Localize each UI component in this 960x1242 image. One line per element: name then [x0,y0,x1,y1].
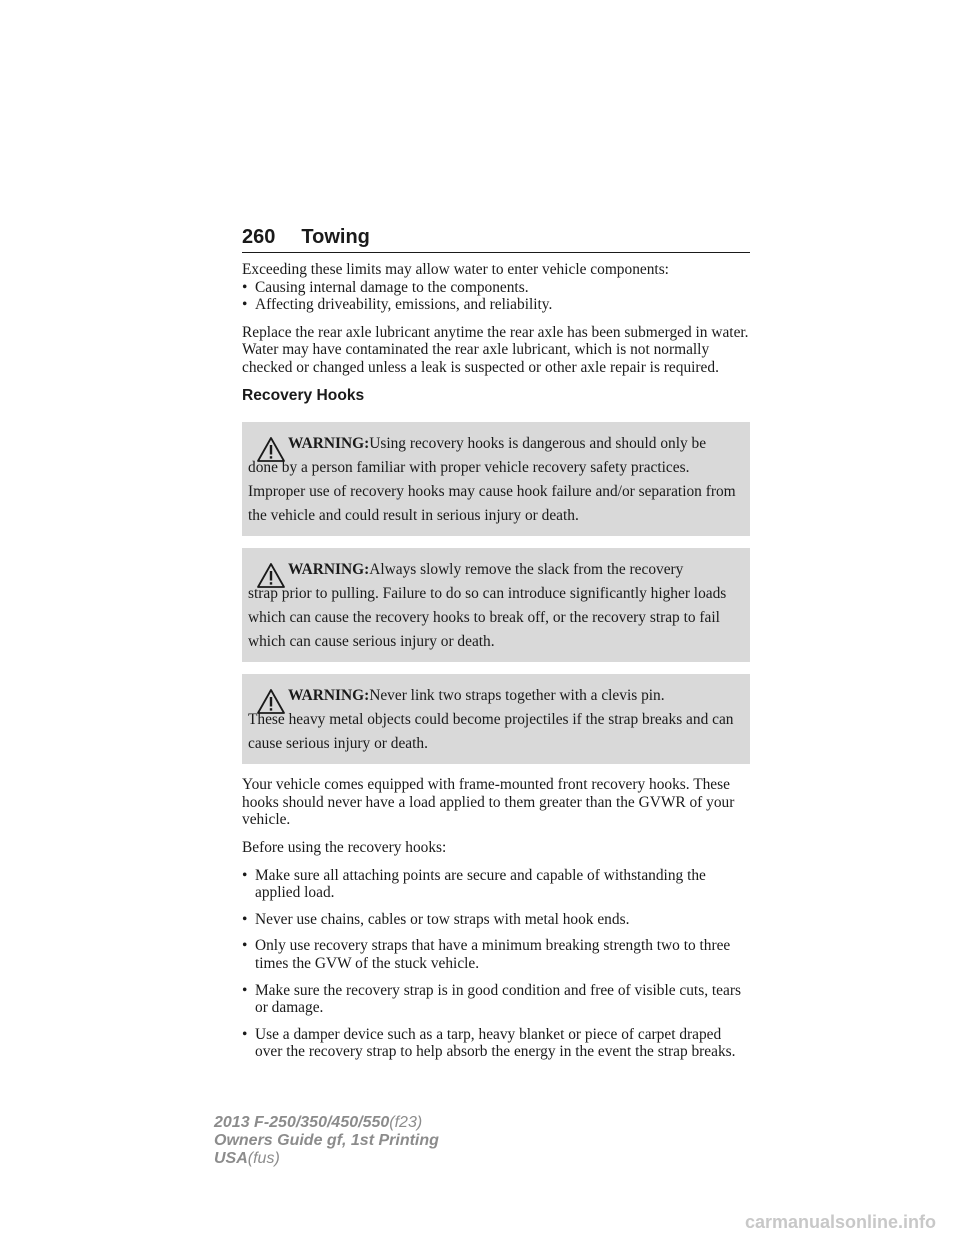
list-item [242,982,750,1017]
manual-page [242,226,750,1070]
hooks-paragraph: Your vehicle comes equipped with frame-mounted front recovery hooks. These hooks should never have a load applied to them greater than the GVWR of your vehicle. [242,776,735,829]
list-item [242,911,750,929]
warning-text-rest: These heavy metal objects could become projectiles if the strap breaks and can cause serious injury or death. [248,711,734,753]
bullet-mark: • [242,910,248,928]
section-heading: Recovery Hooks [242,386,365,404]
warning-triangle-icon [256,436,286,463]
bullet-mark: • [242,866,248,884]
page-number: 260 [242,226,276,248]
warning-box [242,548,750,662]
warning-box [242,422,750,536]
recovery-checklist [242,867,750,1061]
warning-label: WARNING: [288,687,370,705]
before-using-paragraph: Before using the recovery hooks: [242,838,447,856]
list-item-text: Only use recovery straps that have a minimum breaking strength two to three times the GVW of the stuck vehicle. [255,937,731,972]
site-watermark: carmanualsonline.info [744,1212,936,1232]
bullet-mark: • [242,981,248,999]
warning-label: WARNING: [288,561,370,579]
warning-body [248,708,742,756]
footer-market-line [214,1150,439,1168]
intro-paragraph [242,261,750,314]
bullet-mark: • [242,278,248,296]
intro-bullet-list [242,279,750,314]
warning-label: WARNING: [288,435,370,453]
footer-market-code: (fus) [247,1150,280,1167]
bullet-mark: • [242,937,248,955]
list-item-text: Use a damper device such as a tarp, heavy blanket or piece of carpet draped over the recovery strap to help absorb the energy in the event the strap breaks. [255,1025,736,1061]
list-item-text: Make sure all attaching points are secure and capable of withstanding the applied load. [255,866,706,902]
page-header [242,226,750,253]
list-item [242,296,750,314]
warning-text-rest: done by a person familiar with proper vehicle recovery safety practices. Improper use of recovery hooks may cause hook failure and/or separation from the vehicle and could result in serious injury or death. [248,459,736,525]
footer-model-line [214,1114,439,1132]
warning-box [242,674,750,764]
warning-text: Never link two straps together with a clevis pin. [369,687,665,705]
warning-first-line [288,432,742,456]
warning-first-line [288,558,742,582]
axle-paragraph: Replace the rear axle lubricant anytime the rear axle has been submerged in water. Water may have contaminated the rear axle lubricant, which is not normally checked or changed unless a leak is suspected or other axle repair is required. [242,323,749,376]
warning-text: Using recovery hooks is dangerous and should only be [369,435,707,453]
warning-first-line [288,684,742,708]
intro-lead: Exceeding these limits may allow water to enter vehicle components: [242,261,669,278]
warning-body [248,456,742,528]
warning-text: Always slowly remove the slack from the recovery [369,561,684,579]
footer-guide-line: Owners Guide gf, 1st Printing [214,1132,439,1149]
warning-triangle-icon [256,562,286,589]
footer-model: 2013 F-250/350/450/550 [214,1114,390,1131]
footer-market: USA [214,1150,248,1167]
bullet-mark: • [242,296,248,314]
warning-body [248,582,742,654]
list-item [242,279,750,297]
footer-model-code: (f23) [389,1114,423,1131]
bullet-mark: • [242,1025,248,1043]
print-footer [214,1114,439,1168]
list-item [242,867,750,902]
list-item [242,937,750,972]
page-body [242,261,750,1061]
list-item [242,1026,750,1061]
warning-text-rest: strap prior to pulling. Failure to do so can introduce significantly higher loads which can cause the recovery hooks to break off, or the recovery strap to fail which can cause serious injury or death. [248,585,727,651]
list-item-text: Make sure the recovery strap is in good condition and free of visible cuts, tears or damage. [255,981,741,1017]
list-item-text: Affecting driveability, emissions, and reliability. [255,296,553,314]
list-item-text: Causing internal damage to the components. [255,278,529,296]
section-title: Towing [301,226,370,248]
list-item-text: Never use chains, cables or tow straps with metal hook ends. [255,910,630,928]
warning-triangle-icon [256,688,286,715]
